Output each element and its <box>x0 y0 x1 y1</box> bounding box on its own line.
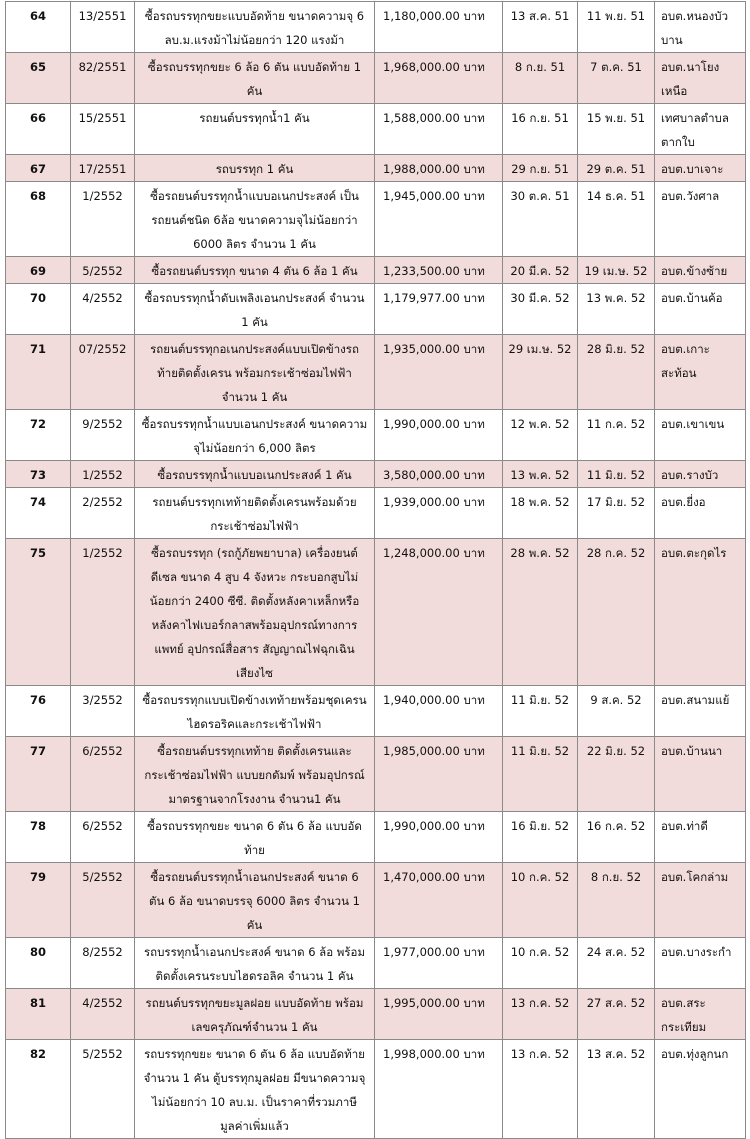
contract-number: 17/2551 <box>71 155 135 182</box>
contract-number: 1/2552 <box>71 539 135 686</box>
delivery-date: 13 ส.ค. 52 <box>578 1040 655 1139</box>
contract-number: 6/2552 <box>71 812 135 863</box>
row-number: 75 <box>6 539 71 686</box>
price-amount: 1,179,977.00 บาท <box>375 284 503 335</box>
delivery-date: 9 ส.ค. 52 <box>578 686 655 737</box>
item-description: ซื้อรถบรรทุกน้ำดับเพลิงเอนกประสงค์ จำนวน 1 คัน <box>135 284 375 335</box>
organization-name: อบต.นาโยงเหนือ <box>655 53 746 104</box>
organization-name: อบต.เขาเขน <box>655 410 746 461</box>
row-number: 67 <box>6 155 71 182</box>
delivery-date: 16 ก.ค. 52 <box>578 812 655 863</box>
contract-number: 15/2551 <box>71 104 135 155</box>
contract-date: 11 มิ.ย. 52 <box>503 686 578 737</box>
price-amount: 1,939,000.00 บาท <box>375 488 503 539</box>
price-amount: 3,580,000.00 บาท <box>375 461 503 488</box>
contract-date: 13 พ.ค. 52 <box>503 461 578 488</box>
price-amount: 1,995,000.00 บาท <box>375 989 503 1040</box>
delivery-date: 28 มิ.ย. 52 <box>578 335 655 410</box>
price-amount: 1,998,000.00 บาท <box>375 1040 503 1139</box>
item-description: ซื้อรถบรรทุกน้ำแบบอเนกประสงค์ 1 คัน <box>135 461 375 488</box>
table-row <box>6 104 746 155</box>
organization-name: อบต.ข้างซ้าย <box>655 257 746 284</box>
procurement-table <box>5 1 746 1139</box>
price-amount: 1,940,000.00 บาท <box>375 686 503 737</box>
item-description: ซื้อรถบรรทุกขยะ ขนาด 6 ตัน 6 ล้อ แบบอัดท้าย <box>135 812 375 863</box>
contract-date: 12 พ.ค. 52 <box>503 410 578 461</box>
contract-date: 16 มิ.ย. 52 <box>503 812 578 863</box>
contract-date: 13 ก.ค. 52 <box>503 989 578 1040</box>
item-description: ซื้อรถยนต์บรรทุก ขนาด 4 ตัน 6 ล้อ 1 คัน <box>135 257 375 284</box>
item-description: ซื้อรถยนต์บรรทุกเทท้าย ติดตั้งเครนและกระเช้าซ่อมไฟฟ้า แบบยกดัมพ์ พร้อมอุปกรณ์มาตรฐานจากโรงงาน จำนวน1 คัน <box>135 737 375 812</box>
contract-date: 18 พ.ค. 52 <box>503 488 578 539</box>
delivery-date: 29 ต.ค. 51 <box>578 155 655 182</box>
contract-date: 30 ต.ค. 51 <box>503 182 578 257</box>
organization-name: อบต.รางบัว <box>655 461 746 488</box>
price-amount: 1,985,000.00 บาท <box>375 737 503 812</box>
price-amount: 1,988,000.00 บาท <box>375 155 503 182</box>
price-amount: 1,233,500.00 บาท <box>375 257 503 284</box>
contract-date: 29 ก.ย. 51 <box>503 155 578 182</box>
row-number: 64 <box>6 2 71 53</box>
item-description: รถยนต์บรรทุกเทท้ายติดตั้งเครนพร้อมด้วยกระเช้าซ่อมไฟฟ้า <box>135 488 375 539</box>
item-description: รถยนต์บรรทุกขยะมูลฝอย แบบอัดท้าย พร้อมเลขครุภัณฑ์จำนวน 1 คัน <box>135 989 375 1040</box>
item-description: ซื้อรถบรรทุกแบบเปิดข้างเทท้ายพร้อมชุดเครนไฮดรอริคและกระเช้าไฟฟ้า <box>135 686 375 737</box>
contract-number: 6/2552 <box>71 737 135 812</box>
organization-name: อบต.สระกระเทียม <box>655 989 746 1040</box>
row-number: 76 <box>6 686 71 737</box>
contract-number: 5/2552 <box>71 863 135 938</box>
item-description: รถบรรทุกขยะ ขนาด 6 ตัน 6 ล้อ แบบอัดท้าย จำนวน 1 คัน ตู้บรรทุกมูลฝอย มีขนาดความจุไม่น้อยกว่า 10 ลบ.ม. เป็นราคาที่รวมภาษีมูลค่าเพิ่มแล้ว <box>135 1040 375 1139</box>
organization-name: อบต.ตะกุดไร <box>655 539 746 686</box>
contract-number: 07/2552 <box>71 335 135 410</box>
row-number: 71 <box>6 335 71 410</box>
item-description: ซื้อรถบรรทุกขยะ 6 ล้อ 6 ตัน แบบอัดท้าย 1 คัน <box>135 53 375 104</box>
contract-number: 8/2552 <box>71 938 135 989</box>
organization-name: อบต.บ้านค้อ <box>655 284 746 335</box>
organization-name: อบต.ยี่งอ <box>655 488 746 539</box>
contract-number: 2/2552 <box>71 488 135 539</box>
row-number: 78 <box>6 812 71 863</box>
contract-number: 3/2552 <box>71 686 135 737</box>
contract-number: 13/2551 <box>71 2 135 53</box>
table-body <box>6 2 746 1139</box>
row-number: 81 <box>6 989 71 1040</box>
table-row <box>6 284 746 335</box>
table-row <box>6 53 746 104</box>
delivery-date: 19 เม.ษ. 52 <box>578 257 655 284</box>
delivery-date: 11 ก.ค. 52 <box>578 410 655 461</box>
contract-date: 10 ก.ค. 52 <box>503 938 578 989</box>
row-number: 80 <box>6 938 71 989</box>
price-amount: 1,588,000.00 บาท <box>375 104 503 155</box>
table-row <box>6 989 746 1040</box>
organization-name: อบต.บ้านนา <box>655 737 746 812</box>
row-number: 69 <box>6 257 71 284</box>
price-amount: 1,968,000.00 บาท <box>375 53 503 104</box>
price-amount: 1,935,000.00 บาท <box>375 335 503 410</box>
table-row <box>6 410 746 461</box>
table-row <box>6 686 746 737</box>
delivery-date: 13 พ.ค. 52 <box>578 284 655 335</box>
table-row <box>6 2 746 53</box>
contract-number: 1/2552 <box>71 461 135 488</box>
contract-date: 8 ก.ย. 51 <box>503 53 578 104</box>
table-row <box>6 461 746 488</box>
contract-number: 82/2551 <box>71 53 135 104</box>
row-number: 74 <box>6 488 71 539</box>
item-description: ซื้อรถยนต์บรรทุกน้ำแบบอเนกประสงค์ เป็นรถยนต์ชนิด 6ล้อ ขนาดความจุไม่น้อยกว่า 6000 ลิตร จำนวน 1 คัน <box>135 182 375 257</box>
delivery-date: 15 พ.ย. 51 <box>578 104 655 155</box>
delivery-date: 27 ส.ค. 52 <box>578 989 655 1040</box>
row-number: 65 <box>6 53 71 104</box>
table-row <box>6 488 746 539</box>
organization-name: อบต.โคกล่าม <box>655 863 746 938</box>
price-amount: 1,990,000.00 บาท <box>375 812 503 863</box>
row-number: 72 <box>6 410 71 461</box>
table-row <box>6 863 746 938</box>
contract-date: 11 มิ.ย. 52 <box>503 737 578 812</box>
table-row <box>6 737 746 812</box>
item-description: ซื้อรถบรรทุกขยะแบบอัดท้าย ขนาดความจุ 6 ลบ.ม.แรงม้าไม่น้อยกว่า 120 แรงม้า <box>135 2 375 53</box>
delivery-date: 14 ธ.ค. 51 <box>578 182 655 257</box>
delivery-date: 8 ก.ย. 52 <box>578 863 655 938</box>
item-description: รถบรรทุกน้ำเอนกประสงค์ ขนาด 6 ล้อ พร้อมติดตั้งเครนระบบไฮดรอลิค จำนวน 1 คัน <box>135 938 375 989</box>
organization-name: อบต.ท่าดี <box>655 812 746 863</box>
item-description: รถบรรทุก 1 คัน <box>135 155 375 182</box>
contract-date: 28 พ.ค. 52 <box>503 539 578 686</box>
delivery-date: 22 มิ.ย. 52 <box>578 737 655 812</box>
item-description: ซื้อรถบรรทุก (รถกู้ภัยพยาบาล) เครื่องยนต์ดีเซล ขนาด 4 สูบ 4 จังหวะ กระบอกสูบไม่น้อยกว่า 2400 ซีซี. ติดตั้งหลังคาเหล็กหรือหลังคาไฟเบอร์กลาสพร้อมอุปกรณ์ทางการแพทย์ อุปกรณ์สื่อสาร สัญญาณไฟฉุกเฉิน เสียงไซ <box>135 539 375 686</box>
delivery-date: 11 มิ.ย. 52 <box>578 461 655 488</box>
organization-name: เทศบาลตำบลตากใบ <box>655 104 746 155</box>
contract-date: 20 มี.ค. 52 <box>503 257 578 284</box>
item-description: ซื้อรถยนต์บรรทุกน้ำเอนกประสงค์ ขนาด 6 ตัน 6 ล้อ ขนาดบรรจุ 6000 ลิตร จำนวน 1 คัน <box>135 863 375 938</box>
row-number: 79 <box>6 863 71 938</box>
table-row <box>6 812 746 863</box>
table-row <box>6 155 746 182</box>
row-number: 66 <box>6 104 71 155</box>
row-number: 73 <box>6 461 71 488</box>
table-row <box>6 335 746 410</box>
organization-name: อบต.บางระกำ <box>655 938 746 989</box>
contract-date: 30 มี.ค. 52 <box>503 284 578 335</box>
contract-number: 5/2552 <box>71 257 135 284</box>
contract-date: 29 เม.ษ. 52 <box>503 335 578 410</box>
contract-date: 13 ก.ค. 52 <box>503 1040 578 1139</box>
price-amount: 1,945,000.00 บาท <box>375 182 503 257</box>
price-amount: 1,180,000.00 บาท <box>375 2 503 53</box>
table-row <box>6 182 746 257</box>
item-description: รถยนต์บรรทุกน้ำ1 คัน <box>135 104 375 155</box>
organization-name: อบต.หนองบัวบาน <box>655 2 746 53</box>
item-description: ซื้อรถบรรทุกน้ำแบบเอนกประสงค์ ขนาดความจุไม่น้อยกว่า 6,000 ลิตร <box>135 410 375 461</box>
table-row <box>6 1040 746 1139</box>
contract-number: 1/2552 <box>71 182 135 257</box>
row-number: 68 <box>6 182 71 257</box>
price-amount: 1,977,000.00 บาท <box>375 938 503 989</box>
contract-number: 4/2552 <box>71 989 135 1040</box>
row-number: 77 <box>6 737 71 812</box>
document-page <box>5 1 745 1139</box>
contract-date: 16 ก.ย. 51 <box>503 104 578 155</box>
contract-date: 13 ส.ค. 51 <box>503 2 578 53</box>
organization-name: อบต.วังศาล <box>655 182 746 257</box>
organization-name: อบต.เกาะสะท้อน <box>655 335 746 410</box>
table-row <box>6 539 746 686</box>
row-number: 82 <box>6 1040 71 1139</box>
delivery-date: 7 ต.ค. 51 <box>578 53 655 104</box>
organization-name: อบต.ทุ่งลูกนก <box>655 1040 746 1139</box>
organization-name: อบต.บาเจาะ <box>655 155 746 182</box>
row-number: 70 <box>6 284 71 335</box>
delivery-date: 24 ส.ค. 52 <box>578 938 655 989</box>
price-amount: 1,470,000.00 บาท <box>375 863 503 938</box>
price-amount: 1,990,000.00 บาท <box>375 410 503 461</box>
contract-number: 5/2552 <box>71 1040 135 1139</box>
price-amount: 1,248,000.00 บาท <box>375 539 503 686</box>
delivery-date: 17 มิ.ย. 52 <box>578 488 655 539</box>
delivery-date: 28 ก.ค. 52 <box>578 539 655 686</box>
table-row <box>6 257 746 284</box>
contract-number: 9/2552 <box>71 410 135 461</box>
organization-name: อบต.สนามแย้ <box>655 686 746 737</box>
delivery-date: 11 พ.ย. 51 <box>578 2 655 53</box>
item-description: รถยนต์บรรทุกอเนกประสงค์แบบเปิดข้างรถ ท้ายติดตั้งเครน พร้อมกระเช้าซ่อมไฟฟ้า จำนวน 1 คัน <box>135 335 375 410</box>
contract-date: 10 ก.ค. 52 <box>503 863 578 938</box>
contract-number: 4/2552 <box>71 284 135 335</box>
table-row <box>6 938 746 989</box>
